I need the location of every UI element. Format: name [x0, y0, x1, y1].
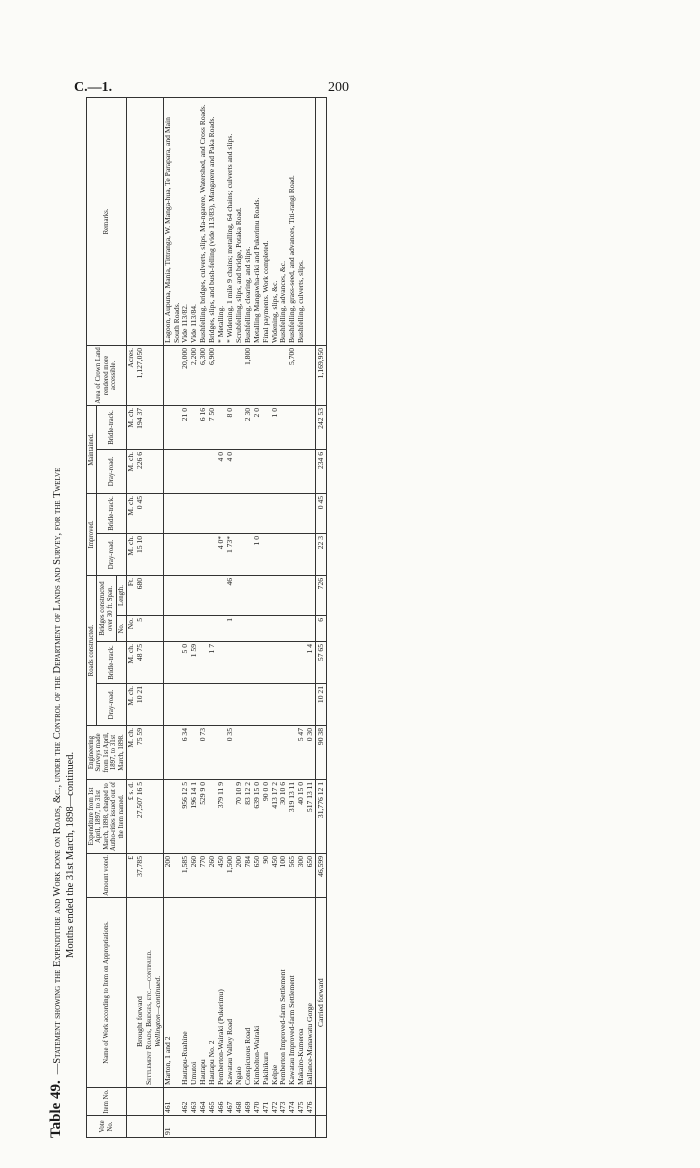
- item-no-cell: 469: [244, 1088, 253, 1116]
- bridges-length-cell: [190, 575, 199, 615]
- imp-bridle-cell: [181, 493, 190, 533]
- col-amount-voted: Amount voted.: [87, 854, 127, 898]
- expenditure-cell: 319 13 11: [288, 780, 297, 854]
- imp-bridle-cell: [297, 493, 306, 533]
- remarks-cell: Bridges, slips, and bush-felling (vide 113/83), Mangarere and Paka Roads.: [208, 97, 217, 345]
- work-name-cell: Ballance-Manawatu Gorge: [306, 898, 315, 1088]
- rc-bridle-cell: 1 7: [208, 642, 217, 684]
- mnt-dray-cell: [297, 449, 306, 493]
- mnt-dray-cell: [181, 449, 190, 493]
- imp-bridle-cell: [244, 493, 253, 533]
- bridges-length-cell: [288, 575, 297, 615]
- vote-no-cell: [244, 1116, 253, 1138]
- rc-dray-cell: [217, 684, 226, 726]
- expenditure-cell: 639 15 0: [253, 780, 262, 854]
- amount-voted-cell: 300: [297, 854, 306, 898]
- imp-dray-cell: [288, 533, 297, 575]
- amount-voted-cell: 450: [217, 854, 226, 898]
- vote-no-cell: [181, 1116, 190, 1138]
- unit-bridges-no: No.: [127, 616, 136, 642]
- work-name-cell: Kelpie: [271, 898, 280, 1088]
- amount-voted-cell: 1,500: [226, 854, 235, 898]
- mnt-bridle-cell: 7 50: [208, 405, 217, 449]
- district-heading-row: [154, 97, 163, 1137]
- item-no-cell: 466: [217, 1088, 226, 1116]
- area-cell: [262, 345, 271, 405]
- expenditure-cell: 413 17 2: [271, 780, 280, 854]
- remarks-cell: Bushfelling, bridges, culverts, slips, Ma-ngarere, Watershed, and Cross Roads.: [199, 97, 208, 345]
- vote-no-cell: [217, 1116, 226, 1138]
- title-line-1: —Statement showing the Expenditure and Work done on Roads, &c., under the Control of the Department of Lands and Survey, for the Twelve: [52, 467, 63, 1075]
- rc-bridle-cell: [262, 642, 271, 684]
- bridges-no-cell: [181, 616, 190, 642]
- col-rc-dray: Dray-road.: [97, 684, 127, 726]
- mnt-dray-cell: [235, 449, 244, 493]
- item-no-cell: 461: [163, 1088, 181, 1116]
- col-remarks: Remarks.: [87, 97, 127, 345]
- remarks-cell: [306, 97, 315, 345]
- rc-dray-cell: [253, 684, 262, 726]
- bridges-length-cell: [235, 575, 244, 615]
- rc-bridle-cell: [163, 642, 181, 684]
- imp-dray-cell: [190, 533, 199, 575]
- bridges-length-cell: [253, 575, 262, 615]
- bridges-length-cell: [262, 575, 271, 615]
- vote-no-cell: [226, 1116, 235, 1138]
- area-cell: 2,200: [190, 345, 199, 405]
- rc-bridle-cell: [253, 642, 262, 684]
- amount-voted-cell: 770: [199, 854, 208, 898]
- imp-bridle-cell: [253, 493, 262, 533]
- remarks-cell: * Widening, 1 mile 9 chains; metalling, 64 chains; culverts and slips.: [226, 97, 235, 345]
- unit-imp-bridle: M. ch.: [127, 493, 136, 533]
- col-bridges-length: Length.: [116, 575, 126, 615]
- table-row: [262, 97, 271, 1137]
- col-mnt-dray: Dray-road.: [97, 449, 127, 493]
- rc-dray-cell: [226, 684, 235, 726]
- col-imp-bridle: Bridle-track.: [97, 493, 127, 533]
- table-row: [306, 97, 315, 1137]
- vote-no-cell: [297, 1116, 306, 1138]
- vote-no-cell: [208, 1116, 217, 1138]
- expenditure-cell: 70 10 9: [235, 780, 244, 854]
- bridges-no-cell: [306, 616, 315, 642]
- eng-survey-cell: 0 30: [306, 726, 315, 780]
- expenditure-cell: 83 12 2: [244, 780, 253, 854]
- rc-bridle-cell: [235, 642, 244, 684]
- expenditure-cell: 90 0 0: [262, 780, 271, 854]
- area-cell: [306, 345, 315, 405]
- imp-dray-cell: 1 0: [253, 533, 262, 575]
- remarks-cell: Final payments. Work completed.: [262, 97, 271, 345]
- vote-no-cell: [306, 1116, 315, 1138]
- vote-no-cell: [288, 1116, 297, 1138]
- remarks-cell: Widening, slips, &c.: [271, 97, 280, 345]
- rc-bridle-cell: 5 0: [181, 642, 190, 684]
- mnt-bridle-cell: 6 16: [199, 405, 208, 449]
- col-imp-dray: Dray-road.: [97, 533, 127, 575]
- imp-bridle-cell: [190, 493, 199, 533]
- area-cell: [226, 345, 235, 405]
- mnt-dray-cell: [288, 449, 297, 493]
- bridges-no-cell: [262, 616, 271, 642]
- col-name: Name of Work according to Item on Appropriations.: [87, 898, 127, 1088]
- mnt-dray-cell: [271, 449, 280, 493]
- remarks-cell: Scrubfelling, slips, and bridge, Potaka Road.: [235, 97, 244, 345]
- work-name-cell: Hautapu-Ruahine: [181, 898, 190, 1088]
- amount-voted-cell: 650: [253, 854, 262, 898]
- amount-voted-cell: 450: [271, 854, 280, 898]
- bridges-length-cell: [271, 575, 280, 615]
- area-cell: [253, 345, 262, 405]
- item-no-cell: 465: [208, 1088, 217, 1116]
- rc-dray-cell: [208, 684, 217, 726]
- imp-bridle-cell: [279, 493, 288, 533]
- col-maintained: Maintained.: [87, 405, 97, 493]
- bridges-no-cell: [253, 616, 262, 642]
- eng-survey-cell: [262, 726, 271, 780]
- unit-exp: £ s. d.: [127, 780, 136, 854]
- vote-no-cell: [271, 1116, 280, 1138]
- rc-dray-cell: [306, 684, 315, 726]
- mnt-dray-cell: [244, 449, 253, 493]
- area-cell: 5,700: [288, 345, 297, 405]
- table-row: [288, 97, 297, 1137]
- eng-survey-cell: 5 47: [297, 726, 306, 780]
- district-heading: Wellington—continued.: [154, 898, 163, 1088]
- expenditure-cell: 40 15 0: [297, 780, 306, 854]
- mnt-bridle-cell: 21 0: [181, 405, 190, 449]
- imp-dray-cell: [279, 533, 288, 575]
- mnt-bridle-cell: [163, 405, 181, 449]
- vote-no-cell: [190, 1116, 199, 1138]
- amount-voted-cell: 1,585: [181, 854, 190, 898]
- item-no-cell: 470: [253, 1088, 262, 1116]
- remarks-cell: Bushfelling, culverts, slips.: [297, 97, 306, 345]
- vote-no-cell: [199, 1116, 208, 1138]
- document-reference: C.—1.: [74, 80, 113, 95]
- mnt-dray-cell: [279, 449, 288, 493]
- work-name-cell: Umutoi: [190, 898, 199, 1088]
- eng-survey-cell: [279, 726, 288, 780]
- rc-bridle-cell: [226, 642, 235, 684]
- amount-voted-cell: 260: [190, 854, 199, 898]
- unit-rc-dray: M. ch.: [127, 684, 136, 726]
- mnt-bridle-cell: [279, 405, 288, 449]
- col-rc-bridle: Bridle-track.: [97, 642, 127, 684]
- bridges-no-cell: [163, 616, 181, 642]
- bridges-no-cell: [235, 616, 244, 642]
- work-name-cell: Pemberton-Wairaki (Pukerimu): [217, 898, 226, 1088]
- col-mnt-bridle: Bridle-track.: [97, 405, 127, 449]
- expenditure-cell: 956 12 5: [181, 780, 190, 854]
- bridges-length-cell: [199, 575, 208, 615]
- area-cell: 1,800: [244, 345, 253, 405]
- imp-dray-cell: [163, 533, 181, 575]
- amount-voted-cell: 200: [163, 854, 181, 898]
- imp-dray-cell: 4 0*: [217, 533, 226, 575]
- section-heading: Settlement Roads, Bridges, etc.—continued.: [145, 898, 154, 1088]
- item-no-cell: 463: [190, 1088, 199, 1116]
- rc-bridle-cell: [279, 642, 288, 684]
- mnt-dray-cell: [199, 449, 208, 493]
- bridges-no-cell: [244, 616, 253, 642]
- work-name-cell: Pemberton Improved-farm Settlement: [279, 898, 288, 1088]
- eng-survey-cell: 0 35: [226, 726, 235, 780]
- area-cell: 6,300: [199, 345, 208, 405]
- page-number: 200: [328, 80, 349, 95]
- area-cell: 20,000: [181, 345, 190, 405]
- imp-bridle-cell: [271, 493, 280, 533]
- area-cell: [297, 345, 306, 405]
- table-number: Table 49.: [48, 1080, 64, 1138]
- imp-bridle-cell: [163, 493, 181, 533]
- mnt-dray-cell: 4 0: [226, 449, 235, 493]
- mnt-dray-cell: [262, 449, 271, 493]
- unit-area: Acres.: [127, 345, 136, 405]
- rc-bridle-cell: [271, 642, 280, 684]
- amount-voted-cell: 784: [244, 854, 253, 898]
- eng-survey-cell: 6 34: [181, 726, 190, 780]
- col-roads-constructed: Roads constructed.: [87, 575, 97, 725]
- eng-survey-cell: [163, 726, 181, 780]
- col-item-no: Item No.: [87, 1088, 127, 1116]
- work-name-cell: Pakihikura: [262, 898, 271, 1088]
- expenditure-cell: 196 14 1: [190, 780, 199, 854]
- mnt-dray-cell: [163, 449, 181, 493]
- imp-bridle-cell: [208, 493, 217, 533]
- remarks-cell: Vide 113/84.: [190, 97, 199, 345]
- imp-dray-cell: [199, 533, 208, 575]
- mnt-bridle-cell: [306, 405, 315, 449]
- rc-bridle-cell: 1 59: [190, 642, 199, 684]
- expenditure-cell: 517 13 11: [306, 780, 315, 854]
- mnt-dray-cell: [306, 449, 315, 493]
- work-name-cell: Hautapu: [199, 898, 208, 1088]
- vote-no-cell: [262, 1116, 271, 1138]
- eng-survey-cell: [235, 726, 244, 780]
- imp-bridle-cell: [262, 493, 271, 533]
- mnt-dray-cell: [190, 449, 199, 493]
- col-area: Area of Crown Land rendered more accessible.: [87, 345, 127, 405]
- mnt-bridle-cell: 1 0: [271, 405, 280, 449]
- mnt-bridle-cell: 2 30: [244, 405, 253, 449]
- carried-forward-row: Carried forward 46,599 31,776 12 1 90 38 10 21 57 65 6 726 22 3 0 45 234 6 242 53 1,169,950: [316, 97, 327, 1137]
- col-bridges: Bridges constructed over 30 ft. Span.: [97, 575, 116, 641]
- imp-bridle-cell: [226, 493, 235, 533]
- col-bridges-no: No.: [116, 616, 126, 642]
- imp-bridle-cell: [217, 493, 226, 533]
- unit-bridges-length: Ft.: [127, 575, 136, 615]
- work-name-cell: Conspicuous Road: [244, 898, 253, 1088]
- remarks-cell: Vide 113/82.: [181, 97, 190, 345]
- imp-bridle-cell: [306, 493, 315, 533]
- item-no-cell: 472: [271, 1088, 280, 1116]
- item-no-cell: 476: [306, 1088, 315, 1116]
- item-no-cell: 474: [288, 1088, 297, 1116]
- bridges-no-cell: 1: [226, 616, 235, 642]
- item-no-cell: 475: [297, 1088, 306, 1116]
- rc-dray-cell: [262, 684, 271, 726]
- title-line-2: Months ended the 31st March, 1898—continued.: [65, 751, 76, 958]
- amount-voted-cell: 565: [288, 854, 297, 898]
- eng-survey-cell: 0 73: [199, 726, 208, 780]
- work-name-cell: Hautapu No. 2: [208, 898, 217, 1088]
- rc-bridle-cell: 1 4: [306, 642, 315, 684]
- item-no-cell: 462: [181, 1088, 190, 1116]
- eng-survey-cell: [253, 726, 262, 780]
- bridges-length-cell: [297, 575, 306, 615]
- mnt-bridle-cell: 2 0: [253, 405, 262, 449]
- amount-voted-cell: 100: [279, 854, 288, 898]
- mnt-bridle-cell: 8 0: [226, 405, 235, 449]
- unit-rc-bridle: M. ch.: [127, 642, 136, 684]
- work-name-cell: Makairo-Kumeroa: [297, 898, 306, 1088]
- imp-dray-cell: [306, 533, 315, 575]
- eng-survey-cell: [244, 726, 253, 780]
- rc-dray-cell: [244, 684, 253, 726]
- expenditure-cell: 30 10 6: [279, 780, 288, 854]
- bridges-no-cell: [190, 616, 199, 642]
- expenditure-cell: 529 9 0: [199, 780, 208, 854]
- mnt-bridle-cell: [288, 405, 297, 449]
- remarks-cell: Metalling Mangawha-riki and Pukerimu Roads.: [253, 97, 262, 345]
- item-no-cell: 467: [226, 1088, 235, 1116]
- col-eng-surveys: Engineering Surveys made from 1st April, 1897, to 31st March, 1898.: [87, 726, 127, 780]
- rc-bridle-cell: [217, 642, 226, 684]
- work-name-cell: Ngaio: [235, 898, 244, 1088]
- remarks-cell: Lagoon, Aupuna, Mania, Tittranga, W. Manga-hua, Te Parapara, and Main South Roads.: [163, 97, 181, 345]
- area-cell: [217, 345, 226, 405]
- brought-forward-label: Brought forward: [136, 898, 145, 1088]
- carried-forward-label: Carried forward: [316, 898, 327, 1088]
- rotated-table-region: [50, 98, 650, 1138]
- work-name-cell: Kawatau Valley Road: [226, 898, 235, 1088]
- unit-mnt-bridle: M. ch.: [127, 405, 136, 449]
- rc-bridle-cell: [244, 642, 253, 684]
- table-title: [50, 98, 77, 1138]
- col-vote-no: Vote No.: [87, 1116, 127, 1138]
- rc-bridle-cell: [288, 642, 297, 684]
- expenditure-cell: 379 11 9: [217, 780, 226, 854]
- bridges-length-cell: [163, 575, 181, 615]
- bridges-no-cell: [271, 616, 280, 642]
- expenditure-table: [86, 97, 327, 1138]
- rc-dray-cell: [271, 684, 280, 726]
- rc-dray-cell: [279, 684, 288, 726]
- bridges-length-cell: 46: [226, 575, 235, 615]
- rc-dray-cell: [190, 684, 199, 726]
- area-cell: 6,900: [208, 345, 217, 405]
- rc-dray-cell: [181, 684, 190, 726]
- mnt-dray-cell: [253, 449, 262, 493]
- mnt-bridle-cell: [297, 405, 306, 449]
- data-rows: [163, 97, 315, 1137]
- bridges-no-cell: [208, 616, 217, 642]
- imp-dray-cell: [271, 533, 280, 575]
- amount-voted-cell: 650: [306, 854, 315, 898]
- item-no-cell: 471: [262, 1088, 271, 1116]
- table-row: [181, 97, 190, 1137]
- imp-dray-cell: [235, 533, 244, 575]
- area-cell: [163, 345, 181, 405]
- vote-no-cell: 91: [163, 1116, 181, 1138]
- bridges-no-cell: [288, 616, 297, 642]
- amount-voted-cell: 90: [262, 854, 271, 898]
- table-row: [297, 97, 306, 1137]
- bridges-length-cell: [181, 575, 190, 615]
- vote-no-cell: [235, 1116, 244, 1138]
- item-no-cell: 473: [279, 1088, 288, 1116]
- bridges-no-cell: [279, 616, 288, 642]
- imp-bridle-cell: [199, 493, 208, 533]
- imp-bridle-cell: [288, 493, 297, 533]
- bridges-length-cell: [208, 575, 217, 615]
- remarks-cell: * Metalling.: [217, 97, 226, 345]
- unit-amount: £: [127, 854, 136, 898]
- rc-dray-cell: [235, 684, 244, 726]
- work-name-cell: Marton, 1 and 2: [163, 898, 181, 1088]
- expenditure-cell: [163, 780, 181, 854]
- remarks-cell: Bushfelling, clearing, and slips.: [244, 97, 253, 345]
- vote-no-cell: [279, 1116, 288, 1138]
- bridges-no-cell: [297, 616, 306, 642]
- work-name-cell: Kimbolton-Wairaki: [253, 898, 262, 1088]
- bridges-length-cell: [306, 575, 315, 615]
- bridges-no-cell: [199, 616, 208, 642]
- header-row-1: [87, 97, 97, 1137]
- brought-forward-row: Brought forward 37,785 27,507 16 5 75 59 10 21 48 75 5 680 15 10 0 45 226 6 194 37 1,127,050: [136, 97, 145, 1137]
- unit-eng: M. ch.: [127, 726, 136, 780]
- bridges-length-cell: [279, 575, 288, 615]
- eng-survey-cell: [208, 726, 217, 780]
- area-cell: [271, 345, 280, 405]
- unit-imp-dray: M. ch.: [127, 533, 136, 575]
- imp-dray-cell: [297, 533, 306, 575]
- unit-mnt-dray: M. ch.: [127, 449, 136, 493]
- mnt-dray-cell: 4 0: [217, 449, 226, 493]
- imp-bridle-cell: [235, 493, 244, 533]
- amount-voted-cell: 200: [235, 854, 244, 898]
- rc-dray-cell: [288, 684, 297, 726]
- imp-dray-cell: [262, 533, 271, 575]
- item-no-cell: 468: [235, 1088, 244, 1116]
- imp-dray-cell: 1 73*: [226, 533, 235, 575]
- rc-dray-cell: [199, 684, 208, 726]
- table-row: [208, 97, 217, 1137]
- work-name-cell: Kawatau Improved-farm Settlement: [288, 898, 297, 1088]
- bridges-length-cell: [244, 575, 253, 615]
- col-improved: Improved.: [87, 493, 97, 575]
- remarks-cell: Bushfelling, grass-seed, and advances, Titi-rangi Road.: [288, 97, 297, 345]
- rc-dray-cell: [297, 684, 306, 726]
- remarks-cell: Bushfelling, advances, &c.: [279, 97, 288, 345]
- amount-voted-cell: 260: [208, 854, 217, 898]
- vote-no-cell: [253, 1116, 262, 1138]
- imp-dray-cell: [181, 533, 190, 575]
- item-no-cell: 464: [199, 1088, 208, 1116]
- table-row: [163, 97, 181, 1137]
- col-expenditure: Expenditure from 1st April, 1897, to 31st March, 1898, charged to Autho-rities issued out of the Item named.: [87, 780, 127, 854]
- rc-dray-cell: [163, 684, 181, 726]
- eng-survey-cell: [271, 726, 280, 780]
